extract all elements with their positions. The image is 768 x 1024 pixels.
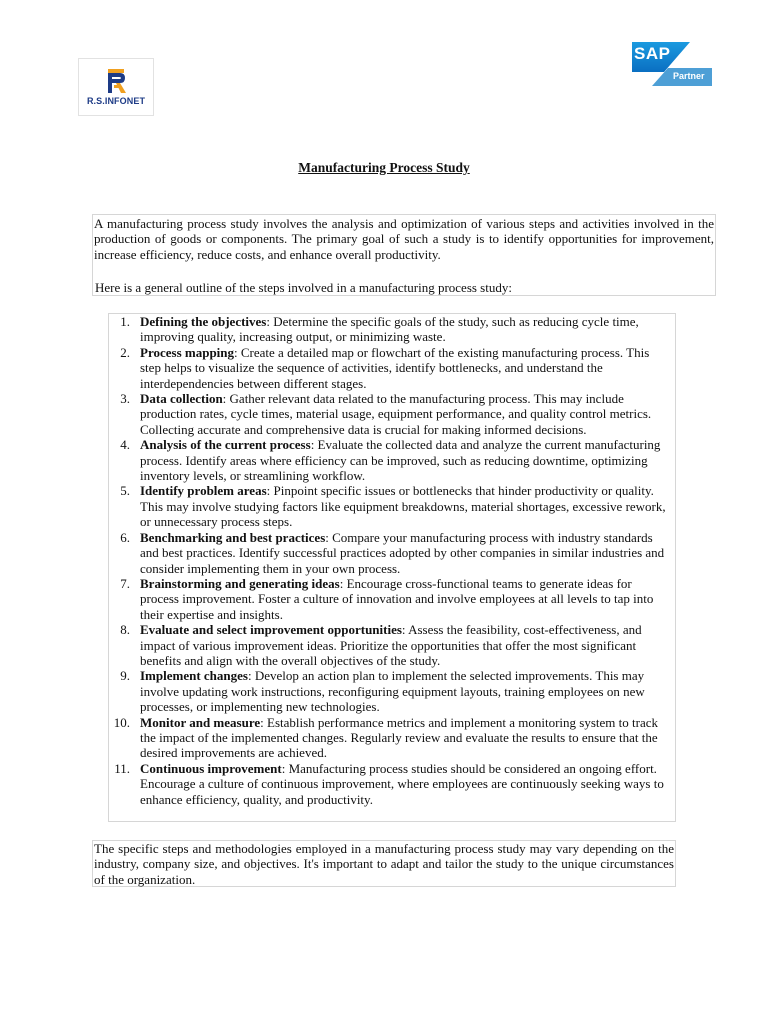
list-item: 8. Evaluate and select improvement opportunities: Assess the feasibility, cost-effectiveness, and impact of various improvement ideas. Prioritize the opportunities that offer the most significant benefits and align with the overall objectives of the study. <box>120 622 642 668</box>
document-title: Manufacturing Process Study <box>298 160 470 175</box>
rs-infonet-logo <box>78 58 154 116</box>
closing-paragraph: The specific steps and methodologies employed in a manufacturing process study may vary depending on the industry, company size, and objectives. It's important to adapt and tailor the study to the unique circumstances of the organization. <box>94 841 674 887</box>
rs-infonet-wordmark: R.S.INFONET <box>86 96 146 106</box>
closing-section <box>92 840 676 887</box>
intro-paragraph: A manufacturing process study involves the analysis and optimization of various steps and activities involved in the production of goods or components. The primary goal of such a study is to identify opportunities for improvement, increase efficiency, reduce costs, and enhance overall productivity. <box>94 216 714 262</box>
list-item: 3. Data collection: Gather relevant data related to the manufacturing process. This may include production rates, cycle times, material usage, equipment performance, and quality control metrics. Collecting accurate and comprehensive data is crucial for making informed decisions. <box>120 391 652 437</box>
list-item: 4. Analysis of the current process: Evaluate the collected data and analyze the current manufacturing process. Identify areas where efficiency can be improved, such as reducing downtime, optimizing inventory levels, or streamlining workflow. <box>120 437 661 484</box>
steps-section <box>108 313 676 822</box>
list-item: 7. Brainstorming and generating ideas: Encourage cross-functional teams to generate ideas for process improvement. Foster a culture of innovation and involve employees at all levels to tap into their expertise and insights. <box>120 575 654 622</box>
list-item: 10. Monitor and measure: Establish performance metrics and implement a monitoring system to track the impact of the implemented changes. Regularly review and evaluate the results to ensure that the desired improvements are achieved. <box>113 714 658 761</box>
list-item: 1. Defining the objectives: Determine the specific goals of the study, such as reducing cycle time, improving quality, increasing output, or minimizing waste. <box>120 314 639 345</box>
list-item: 2. Process mapping: Create a detailed map or flowchart of the existing manufacturing process. This step helps to visualize the sequence of activities, identify bottlenecks, and understand the interdependencies between different stages. <box>120 344 650 391</box>
steps-list <box>109 314 675 807</box>
list-item: 5. Identify problem areas: Pinpoint specific issues or bottlenecks that hinder productivity or quality. This may involve studying factors like equipment breakdowns, material shortages, excessive rework, or unnecessary process steps. <box>120 483 666 530</box>
list-item: 6. Benchmarking and best practices: Compare your manufacturing process with industry standards and best practices. Identify successful practices adopted by other companies in similar industries and consider implementing them in your own process. <box>120 529 665 576</box>
outline-intro: Here is a general outline of the steps involved in a manufacturing process study: <box>95 280 512 295</box>
partner-label: Partner <box>673 71 705 81</box>
rs-monogram-icon <box>106 68 128 94</box>
list-item: 11. Continuous improvement: Manufacturing process studies should be considered an ongoing effort. Encourage a culture of continuous improvement, where employees are continuously seeking ways to enhance efficiency, quality, and productivity. <box>114 760 664 807</box>
sap-wordmark: SAP <box>634 44 671 63</box>
list-item: 9. Implement changes: Develop an action plan to implement the selected improvements. This may involve updating work instructions, reconfiguring equipment layouts, training employees on new processes, or implementing new technologies. <box>120 668 645 715</box>
intro-section <box>92 214 716 296</box>
